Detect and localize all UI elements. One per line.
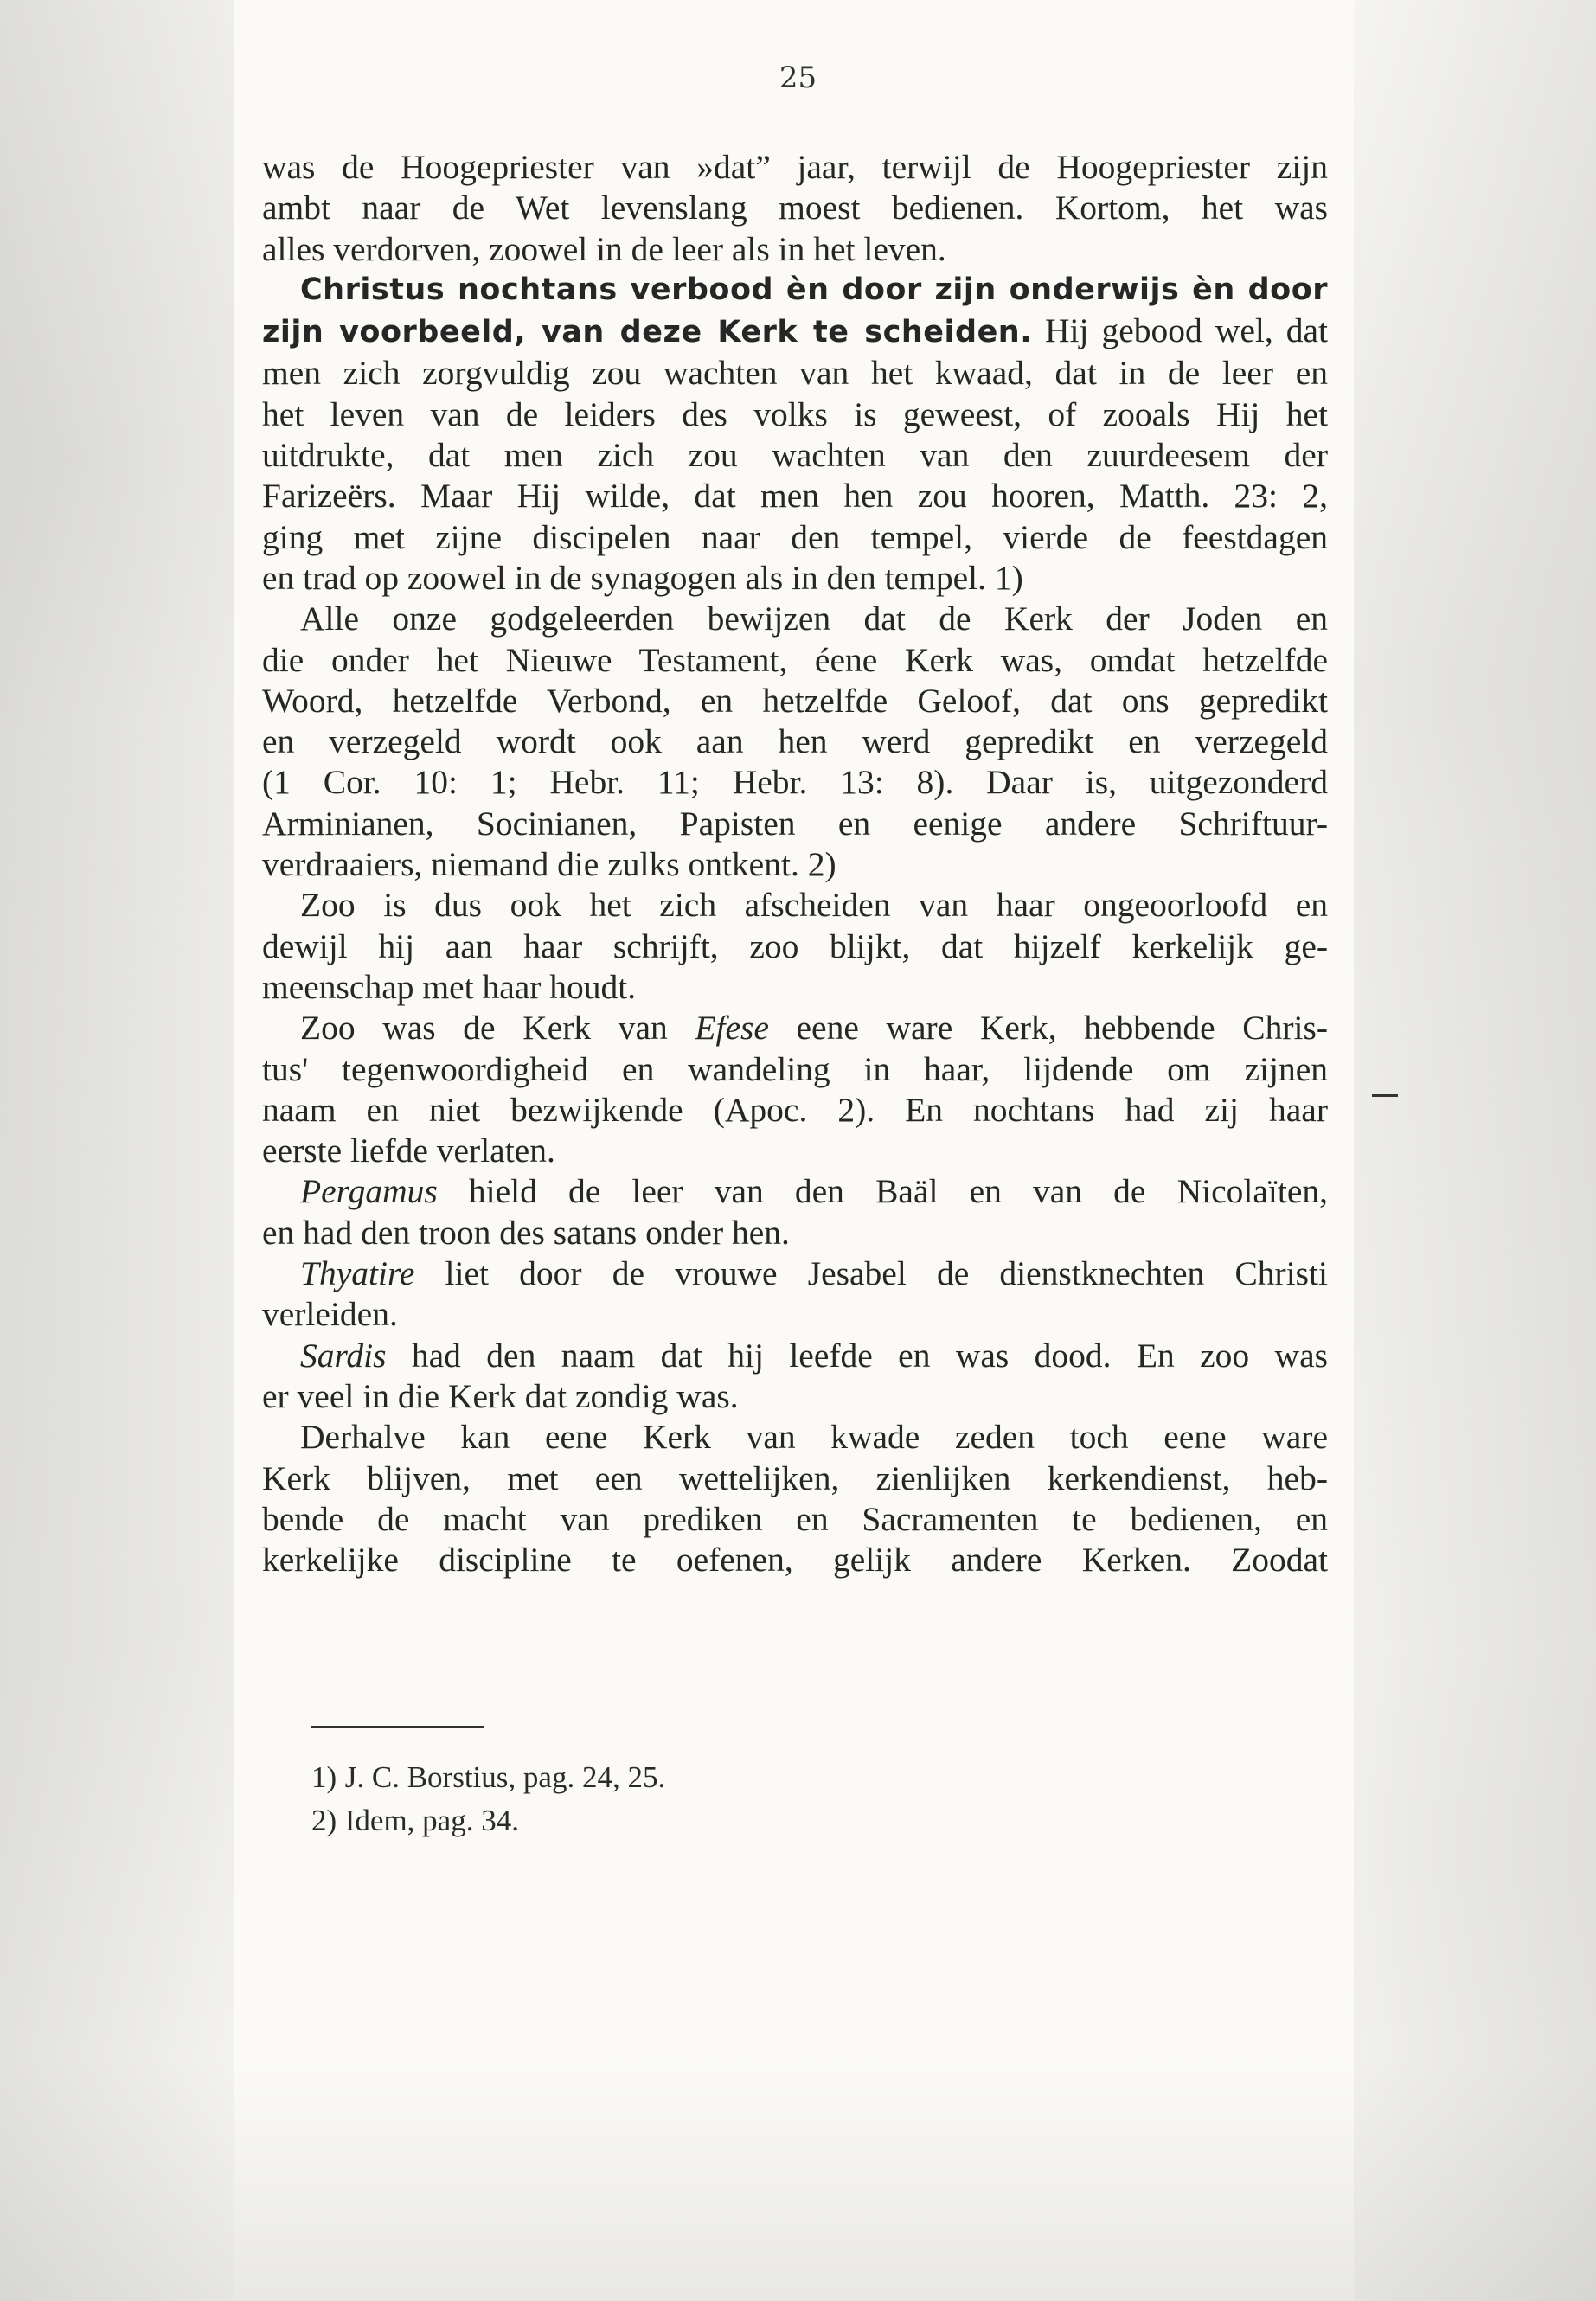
text-line: was de Hoogepriester van »dat” jaar, terwijl de Hoogepriester zijn — [262, 148, 1328, 186]
text-line: Zoo is dus ook het zich afscheiden van haar ongeoorloofd en — [300, 886, 1328, 925]
text-line: Arminianen, Socinianen, Papisten en eenige andere Schriftuur- — [262, 804, 1328, 843]
scan-edge-right — [1354, 0, 1596, 2301]
paragraph — [262, 270, 1328, 599]
text-line: Farizeërs. Maar Hij wilde, dat men hen zou hooren, Matth. 23: 2, — [262, 477, 1328, 516]
text-line: eerste liefde verlaten. — [262, 1131, 555, 1170]
text-line: ambt naar de Wet levenslang moest bedienen. Kortom, het was — [262, 189, 1328, 228]
paragraph — [262, 1008, 1328, 1171]
text-line: Pergamus hield de leer van den Baäl en van de Nicolaïten, — [300, 1172, 1328, 1211]
page-number: 25 — [779, 61, 817, 95]
paragraph — [262, 1253, 1328, 1336]
footnote-number: 1) — [311, 1760, 337, 1794]
text-line: verdraaiers, niemand die zulks ontkent. 2) — [262, 845, 836, 884]
text-line: Zoo was de Kerk van Efese eene ware Kerk, hebbende Chris- — [300, 1009, 1328, 1048]
text-line: Alle onze godgeleerden bewijzen dat de Kerk der Joden en — [300, 599, 1328, 638]
scan-edge-left — [0, 0, 234, 2301]
text-line-bold: Christus nochtans verbood èn door zijn onderwijs èn door — [300, 272, 1328, 307]
text-line: men zich zorgvuldig zou wachten van het kwaad, dat in de leer en — [262, 354, 1328, 393]
footnote-number: 2) — [311, 1804, 337, 1837]
paragraph — [262, 147, 1328, 270]
text-line: meenschap met haar houdt. — [262, 967, 637, 1006]
text-line: Kerk blijven, met een wettelijken, zienlijken kerkendienst, heb- — [262, 1458, 1328, 1497]
text-line: die onder het Nieuwe Testament, éene Kerk was, omdat hetzelfde — [262, 640, 1328, 679]
footnote-item — [311, 1799, 665, 1843]
text-line: en had den troon des satans onder hen. — [262, 1213, 790, 1252]
paragraph — [262, 1171, 1328, 1253]
text-line: en verzegeld wordt ook aan hen werd gepredikt en verzegeld — [262, 722, 1328, 761]
text-line: Woord, hetzelfde Verbond, en hetzelfde Geloof, dat ons gepredikt — [262, 681, 1328, 720]
text-line: Derhalve kan eene Kerk van kwade zeden toch eene ware — [300, 1418, 1328, 1457]
bold-phrase: zijn voorbeeld, van deze Kerk te scheiden. — [262, 315, 1033, 350]
text-line: en trad op zoowel in de synagogen als in den tempel. 1) — [262, 558, 1023, 597]
footnote-text: Idem, pag. 34. — [344, 1804, 519, 1837]
margin-dash-mark — [1372, 1094, 1398, 1097]
text-line: Thyatire liet door de vrouwe Jesabel de dienstknechten Christi — [300, 1254, 1328, 1293]
text-line: bende de macht van prediken en Sacramenten te bedienen, en — [262, 1499, 1328, 1538]
text-line: kerkelijke discipline te oefenen, gelijk andere Kerken. Zoodat — [262, 1541, 1328, 1580]
text-line-mixed: zijn voorbeeld, van deze Kerk te scheiden. Hij gebood wel, dat — [262, 311, 1328, 350]
text-line: er veel in die Kerk dat zondig was. — [262, 1376, 739, 1415]
footnote-text: J. C. Borstius, pag. 24, 25. — [344, 1760, 666, 1794]
text-line: uitdrukte, dat men zich zou wachten van den zuurdeesem der — [262, 436, 1328, 475]
text-line: alles verdorven, zoowel in de leer als in het leven. — [262, 229, 946, 268]
footnotes — [311, 1756, 665, 1843]
footnote-item — [311, 1756, 665, 1799]
text-line: dewijl hij aan haar schrijft, zoo blijkt, dat hijzelf kerkelijk ge- — [262, 926, 1328, 965]
text-line: Sardis had den naam dat hij leefde en was dood. En zoo was — [300, 1336, 1328, 1375]
paragraph — [262, 885, 1328, 1008]
text-line: (1 Cor. 10: 1; Hebr. 11; Hebr. 13: 8). Daar is, uitgezonderd — [262, 763, 1328, 802]
paragraph — [262, 1417, 1328, 1580]
text-line: naam en niet bezwijkende (Apoc. 2). En nochtans had zij haar — [262, 1090, 1328, 1129]
text-line: verleiden. — [262, 1295, 398, 1334]
paragraph — [262, 599, 1328, 885]
footnote-separator — [311, 1726, 484, 1728]
body-text — [262, 147, 1328, 1580]
text-line: tus' tegenwoordigheid en wandeling in haar, lijdende om zijnen — [262, 1049, 1328, 1088]
paragraph — [262, 1336, 1328, 1418]
scan-edge-bottom — [0, 2059, 1596, 2301]
text-line: ging met zijne discipelen naar den tempel, vierde de feestdagen — [262, 517, 1328, 556]
text-line: het leven van de leiders des volks is geweest, of zooals Hij het — [262, 394, 1328, 433]
